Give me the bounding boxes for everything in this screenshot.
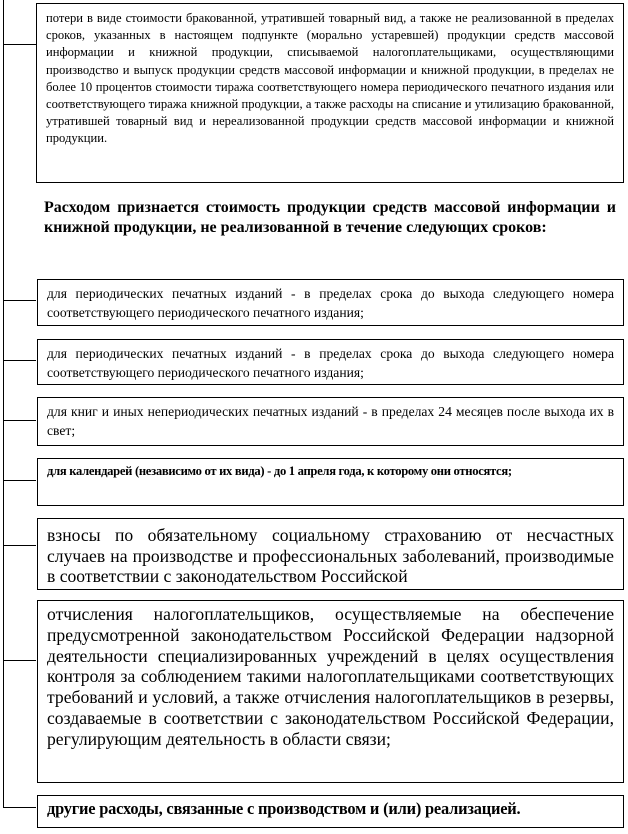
connector-line-2 [3,300,36,301]
intro-box [36,3,624,183]
section-heading-text: Расходом признается стоимость продукции средств массовой информации и книжной продукции, не реализованной в течение следующих сроков: [44,199,616,236]
connector-line-6 [3,545,36,546]
section-heading [44,198,616,238]
item-text-6: отчисления налогоплательщиков, осуществляемые на обеспечение предусмотренной законодательством Российской Федерации надзорной деятельности специализированных учреждений в целях осуществления контроля за соблюдением такими налогоплательщиками соответствующих требований и условий, а также отчисления налогоплательщиков в резервы, создаваемые в соответствии с законодательством Российской Федерации, регулирующим деятельность в области связи; [47,604,614,749]
connector-line-5 [3,480,36,481]
item-text-5: взносы по обязательному социальному страхованию от несчастных случаев на производстве и профессиональных заболеваний, производимые в соответствии с законодательством Российской [47,525,614,587]
connector-spine [3,0,4,808]
item-box-5 [37,518,624,590]
item-text-1: для периодических печатных изданий - в пределах срока до выхода следующего номера соответствующего периодического печатного издания; [47,286,614,320]
item-text-2: для периодических печатных изданий - в пределах срока до выхода следующего номера соответствующего периодического печатного издания; [47,346,614,380]
item-box-3 [37,397,624,446]
item-text-7: другие расходы, связанные с производством и (или) реализацией. [47,799,521,818]
item-text-3: для книг и иных непериодических печатных изданий - в пределах 24 месяцев после выхода их в свет; [47,404,614,438]
item-text-4: для календарей (независимо от их вида) - до 1 апреля года, к которому они относятся; [47,464,512,478]
connector-line-1 [3,44,36,45]
intro-text: потери в виде стоимости бракованной, утратившей товарный вид, а также не реализованной в пределах сроков, указанных в настоящем подпункте (морально устаревшей) продукции средств массовой информации и книжной продукции, списываемой налогоплательщиками, осуществляющими производство и выпуск продукции средств массовой информации и книжной продукции, в пределах не более 10 процентов стоимости тиража соответствующего номера периодического печатного издания или соответствующего тиража книжной продукции, а также расходы на списание и утилизацию бракованной, утратившей товарный вид и нереализованной продукции средств массовой информации и книжной продукции. [46,11,614,146]
connector-line-4 [3,420,36,421]
item-box-7 [37,795,624,828]
connector-line-8 [3,807,36,808]
connector-line-3 [3,360,36,361]
connector-line-7 [3,660,36,661]
item-box-1 [37,279,624,326]
item-box-6 [37,600,624,783]
item-box-4 [37,458,624,506]
item-box-2 [37,339,624,385]
